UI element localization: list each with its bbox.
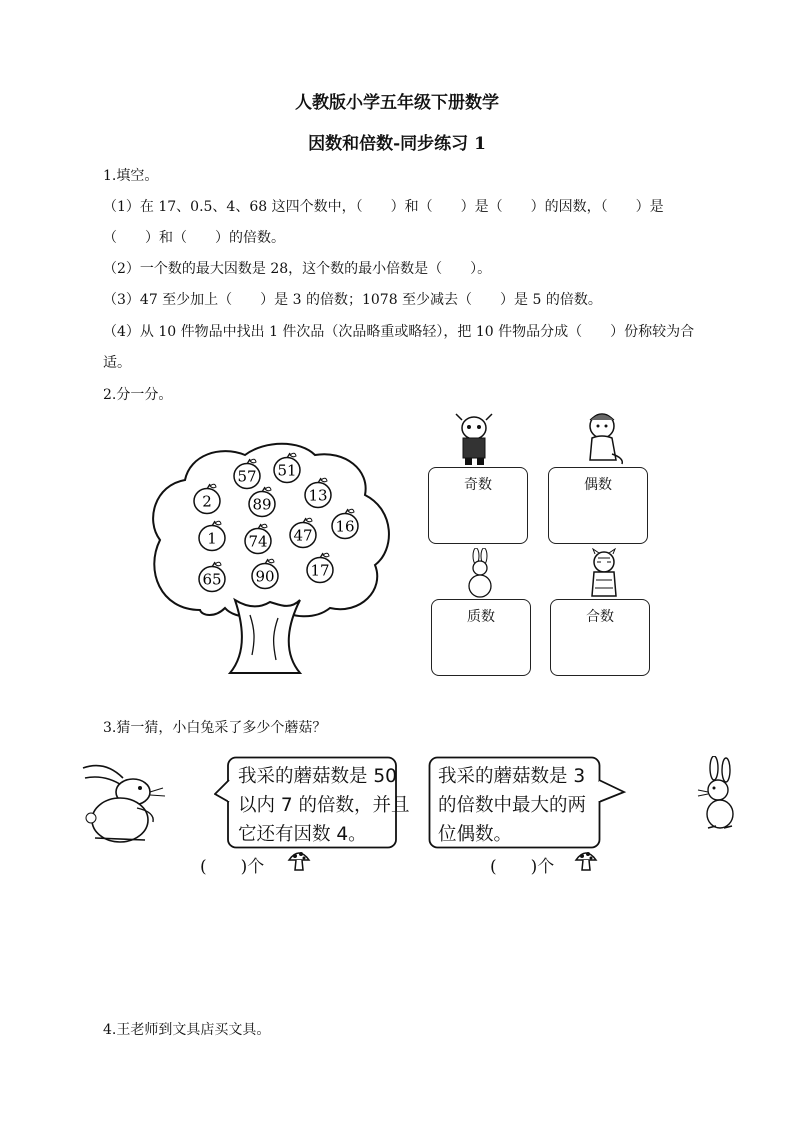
q1-line-1: （1）在 17、0.5、4、68 这四个数中，（ ）和（ ）是（ ）的因数，（ ）是 <box>103 199 664 215</box>
left-bubble-line-2: 以内 7 的倍数，并且 <box>238 795 410 816</box>
page-subtitle: 因数和倍数-同步练习 1 <box>308 134 486 154</box>
left-bubble-line-1: 我采的蘑菇数是 50 <box>238 766 397 787</box>
right-bubble-line-3: 位偶数。 <box>438 824 513 845</box>
q3-heading: 3.猜一猜，小白兔采了多少个蘑菇？ <box>103 720 327 736</box>
composite-number-label: 合数 <box>586 609 614 625</box>
apple-number: 17 <box>310 561 330 580</box>
even-number-label: 偶数 <box>584 477 612 493</box>
apple-number: 2 <box>202 492 212 511</box>
right-bubble-text <box>438 762 586 849</box>
q1-line-5: （4）从 10 件物品中找出 1 件次品（次品略重或略轻），把 10 件物品分成（ ）份称较为合 <box>103 324 695 340</box>
apple-number: 47 <box>293 526 313 545</box>
rabbit-icon <box>460 548 500 600</box>
prime-number-box[interactable] <box>431 599 531 676</box>
apple-number: 90 <box>255 567 275 586</box>
composite-number-box[interactable] <box>550 599 650 676</box>
monkey-icon <box>578 410 630 468</box>
apple-number: 74 <box>248 532 268 551</box>
mushroom-icon <box>287 848 311 874</box>
left-bubble-line-3: 它还有因数 4。 <box>238 824 367 845</box>
q1-line-6: 适。 <box>103 355 131 371</box>
apple-number: 65 <box>202 570 222 589</box>
right-bubble-line-2: 的倍数中最大的两 <box>438 795 587 816</box>
left-bubble-text <box>238 762 410 849</box>
apple-number: 51 <box>277 461 297 480</box>
tiger-icon <box>584 548 624 600</box>
right-bubble-line-1: 我采的蘑菇数是 3 <box>438 766 586 787</box>
odd-number-label: 奇数 <box>464 477 492 493</box>
apple-number: 89 <box>252 495 272 514</box>
mushroom-icon <box>574 848 598 874</box>
odd-number-box[interactable] <box>428 467 528 544</box>
apple-number: 16 <box>335 517 355 536</box>
apple-number: 57 <box>237 467 257 486</box>
cow-icon <box>450 412 500 468</box>
q4-heading: 4.王老师到文具店买文具。 <box>103 1022 271 1038</box>
q1-line-4: （3）47 至少加上（ ）是 3 的倍数；1078 至少减去（ ）是 5 的倍数。 <box>103 292 602 308</box>
tree-trunk <box>230 600 300 673</box>
prime-number-label: 质数 <box>467 609 495 625</box>
page-title: 人教版小学五年级下册数学 <box>295 93 499 113</box>
q1-line-3: （2）一个数的最大因数是 28，这个数的最小倍数是（ ）。 <box>103 261 492 277</box>
number-tree-illustration <box>140 440 400 680</box>
left-rabbit-icon <box>75 760 215 850</box>
q1-heading: 1.填空。 <box>103 168 159 184</box>
right-rabbit-icon <box>690 756 750 836</box>
left-answer-blank[interactable]: ( )个 <box>200 857 265 877</box>
apple-number: 13 <box>308 486 328 505</box>
even-number-box[interactable] <box>548 467 648 544</box>
apple-number: 1 <box>207 529 217 548</box>
q1-line-2: （ ）和（ ）的倍数。 <box>103 230 285 246</box>
right-answer-blank[interactable]: ( )个 <box>490 857 555 877</box>
q2-heading: 2.分一分。 <box>103 387 173 403</box>
